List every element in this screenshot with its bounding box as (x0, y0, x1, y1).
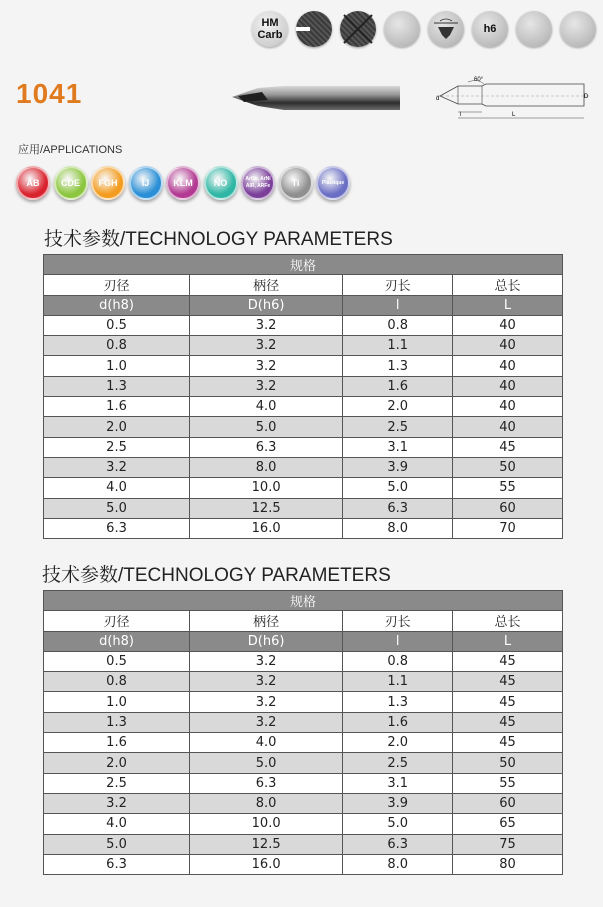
drawing-l-label: l (460, 112, 462, 118)
hm-label: HM (261, 17, 279, 29)
table-cell: 4.0 (44, 814, 190, 834)
application-badge (16, 166, 50, 200)
table-row (44, 376, 563, 396)
table-cell: 1.3 (343, 692, 453, 712)
column-header: 刃径 (44, 275, 190, 295)
spec-label: 规格 (44, 255, 563, 275)
table-cell: 60 (453, 793, 563, 813)
table-row (44, 834, 563, 854)
table-cell: 3.1 (343, 437, 453, 457)
header-row (44, 275, 563, 295)
coating-texture-icon (340, 11, 376, 47)
column-header: 刃长 (343, 275, 453, 295)
table-cell: 0.8 (343, 315, 453, 335)
table-cell: 45 (453, 712, 563, 732)
table-cell: 3.2 (190, 651, 343, 671)
table-cell: 6.3 (44, 518, 190, 538)
table-cell: 3.2 (190, 712, 343, 732)
application-badge (91, 166, 125, 200)
table-cell: 1.0 (44, 692, 190, 712)
table-cell: 1.6 (44, 397, 190, 417)
table-row (44, 518, 563, 538)
table-row (44, 437, 563, 457)
application-badge (166, 166, 200, 200)
table-cell: 45 (453, 651, 563, 671)
drawing-L-label: L (512, 112, 516, 118)
table-cell: 1.3 (343, 356, 453, 376)
table-cell: 8.0 (343, 518, 453, 538)
table-cell: 40 (453, 397, 563, 417)
table-cell: 50 (453, 753, 563, 773)
table-cell: 40 (453, 336, 563, 356)
table-cell: 2.5 (44, 773, 190, 793)
table-cell: 45 (453, 672, 563, 692)
table-cell: 40 (453, 315, 563, 335)
column-subheader: d(h8) (44, 295, 190, 315)
application-badge-label: KLM (173, 178, 193, 188)
table-row (44, 753, 563, 773)
table-cell: 3.9 (343, 457, 453, 477)
column-header: 总长 (453, 611, 563, 631)
table-cell: 3.2 (190, 672, 343, 692)
application-badge (129, 166, 163, 200)
applications-label: 应用/APPLICATIONS (18, 144, 123, 156)
table-cell: 10.0 (190, 478, 343, 498)
table-cell: 16.0 (190, 854, 343, 874)
table-row (44, 814, 563, 834)
table-cell: 5.0 (190, 417, 343, 437)
table-cell: 16.0 (190, 518, 343, 538)
application-badge (241, 166, 275, 200)
table-cell: 70 (453, 518, 563, 538)
table-cell: 4.0 (190, 397, 343, 417)
table-row (44, 733, 563, 753)
table-cell: 3.1 (343, 773, 453, 793)
blank-property-icon (384, 11, 420, 47)
table-cell: 3.2 (190, 376, 343, 396)
column-subheader: d(h8) (44, 631, 190, 651)
table-row (44, 417, 563, 437)
header-row (44, 611, 563, 631)
application-badge (54, 166, 88, 200)
table-cell: 1.3 (44, 712, 190, 732)
table-row (44, 692, 563, 712)
table-cell: 3.2 (44, 457, 190, 477)
tool-image (228, 80, 404, 114)
property-icons (250, 8, 595, 48)
table-cell: 10.0 (190, 814, 343, 834)
application-badge-label: AlR, ARFe (245, 183, 271, 189)
application-badge (204, 166, 238, 200)
table-cell: 1.6 (343, 712, 453, 732)
table-cell: 0.8 (343, 651, 453, 671)
table-cell: 6.3 (343, 498, 453, 518)
table-cell: 8.0 (343, 854, 453, 874)
table-row (44, 397, 563, 417)
application-badge-label: Ti (291, 178, 300, 188)
tolerance-h6-icon: h6 (472, 11, 508, 47)
table-row (44, 773, 563, 793)
table-row (44, 793, 563, 813)
table-cell: 3.2 (190, 315, 343, 335)
table-row (44, 356, 563, 376)
table-cell: 50 (453, 457, 563, 477)
table-cell: 0.5 (44, 651, 190, 671)
table-cell: 2.5 (343, 753, 453, 773)
carb-label: Carb (257, 29, 283, 41)
table-cell: 65 (453, 814, 563, 834)
table-cell: 3.2 (190, 356, 343, 376)
blank-property-icon-2 (516, 11, 552, 47)
table-cell: 6.3 (190, 437, 343, 457)
application-badge-label: AB (26, 178, 40, 188)
column-subheader: L (453, 631, 563, 651)
table-cell: 3.9 (343, 793, 453, 813)
subheader-row (44, 631, 563, 651)
table-cell: 80 (453, 854, 563, 874)
drawing-D-label: D (584, 94, 589, 100)
table-cell: 40 (453, 356, 563, 376)
subheader-row (44, 295, 563, 315)
table-cell: 1.1 (343, 336, 453, 356)
table-cell: 40 (453, 417, 563, 437)
application-badge-label: ArCo, ArNi (245, 176, 271, 182)
application-badge-label: IJ (141, 178, 150, 188)
spec-label: 规格 (44, 591, 563, 611)
table-cell: 0.8 (44, 672, 190, 692)
table-cell: 8.0 (190, 793, 343, 813)
table-cell: 1.6 (343, 376, 453, 396)
table-cell: 5.0 (343, 478, 453, 498)
hm-carbide-icon (252, 11, 288, 47)
table-cell: 1.0 (44, 356, 190, 376)
table-row (44, 672, 563, 692)
application-badge-label: CDE (60, 178, 80, 188)
table-cell: 2.5 (343, 417, 453, 437)
table-cell: 6.3 (190, 773, 343, 793)
table-cell: 3.2 (190, 692, 343, 712)
table-cell: 45 (453, 733, 563, 753)
application-badge (316, 166, 350, 200)
column-subheader: D(h6) (190, 295, 343, 315)
drawing-d-label: d (436, 96, 440, 102)
application-badge-label: Plastique (321, 179, 345, 186)
table-cell: 1.3 (44, 376, 190, 396)
table-cell: 5.0 (190, 753, 343, 773)
product-code: 1041 (16, 78, 83, 109)
table-cell: 4.0 (190, 733, 343, 753)
table-cell: 55 (453, 478, 563, 498)
table-cell: 5.0 (44, 498, 190, 518)
table-cell: 0.8 (44, 336, 190, 356)
table-cell: 2.0 (343, 733, 453, 753)
table-row (44, 854, 563, 874)
column-subheader: D(h6) (190, 631, 343, 651)
application-badge-label: NO (213, 178, 228, 188)
table-cell: 40 (453, 376, 563, 396)
spec-row (44, 591, 563, 611)
table-cell: 5.0 (44, 834, 190, 854)
table-row (44, 478, 563, 498)
table-row (44, 336, 563, 356)
parameters-table (43, 254, 563, 539)
spec-row (44, 255, 563, 275)
section-title: 技术参数/TECHNOLOGY PARAMETERS (44, 229, 393, 250)
table-row (44, 315, 563, 335)
table-cell: 3.2 (190, 336, 343, 356)
section-title: 技术参数/TECHNOLOGY PARAMETERS (42, 565, 391, 586)
table-cell: 2.0 (44, 753, 190, 773)
table-row (44, 498, 563, 518)
table-cell: 6.3 (44, 854, 190, 874)
table-cell: 0.5 (44, 315, 190, 335)
carbide-texture-icon (296, 11, 332, 47)
table-cell: 2.0 (343, 397, 453, 417)
parameters-table (43, 590, 563, 875)
table-cell: 8.0 (190, 457, 343, 477)
column-header: 柄径 (190, 611, 343, 631)
column-header: 刃径 (44, 611, 190, 631)
table-cell: 1.6 (44, 733, 190, 753)
table-row (44, 457, 563, 477)
column-header: 柄径 (190, 275, 343, 295)
table-cell: 12.5 (190, 498, 343, 518)
table-cell: 12.5 (190, 834, 343, 854)
table-cell: 3.2 (44, 793, 190, 813)
column-subheader: L (453, 295, 563, 315)
column-subheader: l (343, 631, 453, 651)
table-cell: 2.5 (44, 437, 190, 457)
column-subheader: l (343, 295, 453, 315)
spot-angle-icon (428, 11, 464, 47)
column-header: 总长 (453, 275, 563, 295)
table-cell: 60 (453, 498, 563, 518)
table-cell: 55 (453, 773, 563, 793)
table-cell: 1.1 (343, 672, 453, 692)
column-header: 刃长 (343, 611, 453, 631)
application-badge-label: FGH (98, 178, 118, 188)
table-row (44, 651, 563, 671)
table-cell: 4.0 (44, 478, 190, 498)
table-cell: 5.0 (343, 814, 453, 834)
application-badge (279, 166, 313, 200)
blank-property-icon-3 (560, 11, 596, 47)
table-cell: 6.3 (343, 834, 453, 854)
table-row (44, 712, 563, 732)
table-cell: 2.0 (44, 417, 190, 437)
table-cell: 45 (453, 437, 563, 457)
tool-drawing (434, 72, 594, 122)
table-cell: 45 (453, 692, 563, 712)
drawing-angle-label: 60° (474, 77, 484, 83)
table-cell: 75 (453, 834, 563, 854)
